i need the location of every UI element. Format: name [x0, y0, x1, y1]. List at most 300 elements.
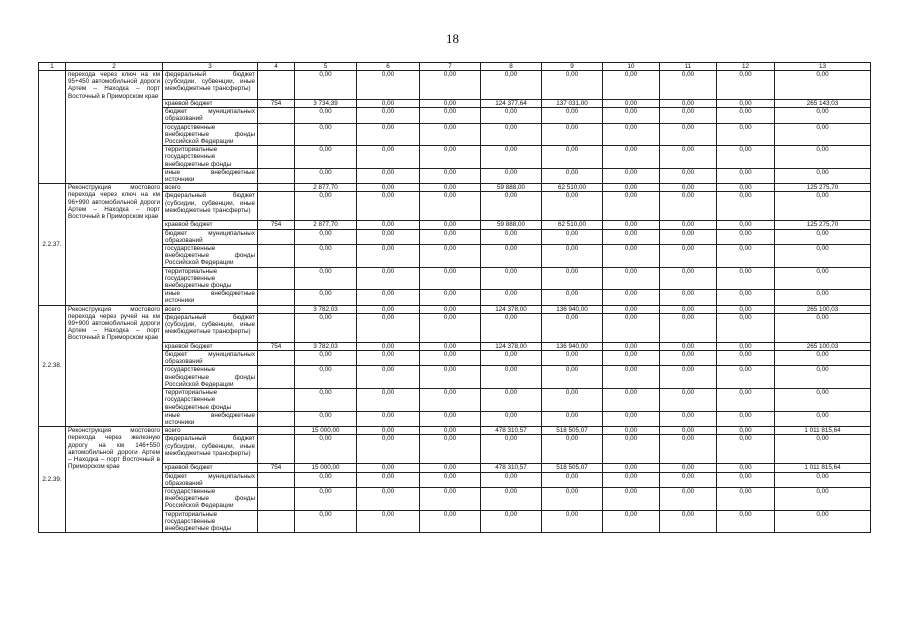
budget-code [258, 427, 295, 435]
table-row [39, 290, 871, 305]
budget-table [38, 62, 871, 533]
funding-source: всего [163, 305, 258, 313]
table-row [39, 366, 871, 389]
funding-source: краевой бюджет [163, 100, 258, 108]
value-col-9: 0,00 [542, 487, 603, 510]
value-col-5: 0,00 [295, 313, 357, 342]
table-row [39, 71, 871, 100]
funding-source: федеральный бюджет (субсидии, субвенции, иные межбюджетные трансферты) [163, 313, 258, 342]
budget-code [258, 123, 295, 146]
value-col-5: 0,00 [295, 108, 357, 123]
value-col-12: 0,00 [717, 510, 775, 533]
value-col-12: 0,00 [717, 487, 775, 510]
value-col-11: 0,00 [660, 245, 717, 268]
value-col-9: 62 510,00 [542, 221, 603, 229]
column-number-9: 9 [542, 63, 603, 71]
value-col-11: 0,00 [660, 108, 717, 123]
value-col-8: 0,00 [481, 245, 542, 268]
value-col-8: 0,00 [481, 472, 542, 487]
value-col-6: 0,00 [357, 510, 420, 533]
value-col-8: 478 310,57 [481, 427, 542, 435]
budget-code: 754 [258, 100, 295, 108]
value-col-12: 0,00 [717, 472, 775, 487]
value-col-10: 0,00 [603, 267, 660, 290]
value-col-11: 0,00 [660, 290, 717, 305]
page-number: 18 [446, 31, 459, 46]
item-name: Реконструкция мостового перехода через железную дорогу на км 146+550 автомобильной дороги Артем – Находка – порт Восточный в Приморском крае [66, 427, 163, 533]
value-col-9: 0,00 [542, 71, 603, 100]
value-col-9: 0,00 [542, 389, 603, 412]
value-col-9: 0,00 [542, 313, 603, 342]
value-col-8: 59 888,00 [481, 184, 542, 192]
funding-source: иные внебюджетные источники [163, 290, 258, 305]
value-col-7: 0,00 [420, 487, 481, 510]
value-col-6: 0,00 [357, 389, 420, 412]
value-col-12: 0,00 [717, 411, 775, 426]
value-col-12: 0,00 [717, 389, 775, 412]
table-row [39, 221, 871, 229]
funding-source: государственные внебюджетные фонды Российской Федерации [163, 366, 258, 389]
value-col-6: 0,00 [357, 411, 420, 426]
value-col-9: 0,00 [542, 108, 603, 123]
table-row [39, 435, 871, 464]
value-col-12: 0,00 [717, 351, 775, 366]
item-code [39, 71, 66, 184]
value-col-9: 0,00 [542, 229, 603, 244]
funding-source: иные внебюджетные источники [163, 411, 258, 426]
value-col-9: 136 940,00 [542, 342, 603, 350]
value-col-9: 0,00 [542, 366, 603, 389]
value-col-13: 0,00 [775, 351, 871, 366]
item-name: Реконструкция мостового перехода через ключ на км 96+990 автомобильной дороги Артем – Находка – порт Восточный в Приморском крае [66, 184, 163, 305]
value-col-9: 518 505,07 [542, 427, 603, 435]
value-col-6: 0,00 [357, 305, 420, 313]
budget-code [258, 108, 295, 123]
value-col-9: 62 510,00 [542, 184, 603, 192]
funding-source: всего [163, 427, 258, 435]
value-col-7: 0,00 [420, 313, 481, 342]
value-col-7: 0,00 [420, 342, 481, 350]
funding-source: государственные внебюджетные фонды Российской Федерации [163, 487, 258, 510]
value-col-11: 0,00 [660, 168, 717, 183]
funding-source: краевой бюджет [163, 221, 258, 229]
column-number-13: 13 [775, 63, 871, 71]
table-row [39, 100, 871, 108]
value-col-5: 15 000,00 [295, 427, 357, 435]
value-col-8: 0,00 [481, 510, 542, 533]
value-col-6: 0,00 [357, 351, 420, 366]
value-col-11: 0,00 [660, 342, 717, 350]
value-col-10: 0,00 [603, 411, 660, 426]
value-col-13: 0,00 [775, 313, 871, 342]
value-col-12: 0,00 [717, 71, 775, 100]
value-col-13: 125 275,70 [775, 221, 871, 229]
value-col-11: 0,00 [660, 313, 717, 342]
value-col-9: 0,00 [542, 192, 603, 221]
value-col-11: 0,00 [660, 464, 717, 472]
table-row [39, 351, 871, 366]
value-col-7: 0,00 [420, 435, 481, 464]
column-number-5: 5 [295, 63, 357, 71]
item-code: 2.2.38. [39, 305, 66, 426]
value-col-5: 2 877,70 [295, 221, 357, 229]
table-row [39, 342, 871, 350]
value-col-10: 0,00 [603, 229, 660, 244]
column-number-8: 8 [481, 63, 542, 71]
value-col-7: 0,00 [420, 267, 481, 290]
value-col-9: 137 031,00 [542, 100, 603, 108]
table-row [39, 510, 871, 533]
value-col-6: 0,00 [357, 229, 420, 244]
value-col-11: 0,00 [660, 71, 717, 100]
value-col-5: 0,00 [295, 123, 357, 146]
value-col-10: 0,00 [603, 472, 660, 487]
value-col-9: 0,00 [542, 472, 603, 487]
value-col-6: 0,00 [357, 487, 420, 510]
value-col-13: 0,00 [775, 71, 871, 100]
value-col-10: 0,00 [603, 192, 660, 221]
funding-source: всего [163, 184, 258, 192]
item-name: перехода через ключ на км 95+450 автомобильной дороги Артем – Находка – порт Восточный в Приморском крае [66, 71, 163, 184]
table-row [39, 146, 871, 169]
value-col-13: 0,00 [775, 411, 871, 426]
value-col-10: 0,00 [603, 71, 660, 100]
funding-source: бюджет муниципальных образований [163, 472, 258, 487]
value-col-10: 0,00 [603, 313, 660, 342]
value-col-10: 0,00 [603, 366, 660, 389]
value-col-12: 0,00 [717, 342, 775, 350]
budget-code [258, 351, 295, 366]
funding-source: территориальные государственные внебюджетные фонды [163, 146, 258, 169]
budget-code [258, 267, 295, 290]
value-col-7: 0,00 [420, 245, 481, 268]
value-col-13: 0,00 [775, 123, 871, 146]
value-col-12: 0,00 [717, 123, 775, 146]
value-col-7: 0,00 [420, 221, 481, 229]
table-row [39, 184, 871, 192]
value-col-5: 0,00 [295, 192, 357, 221]
value-col-5: 0,00 [295, 290, 357, 305]
budget-code: 754 [258, 464, 295, 472]
value-col-11: 0,00 [660, 267, 717, 290]
value-col-8: 0,00 [481, 313, 542, 342]
value-col-12: 0,00 [717, 168, 775, 183]
value-col-10: 0,00 [603, 123, 660, 146]
funding-source: государственные внебюджетные фонды Российской Федерации [163, 123, 258, 146]
value-col-9: 0,00 [542, 351, 603, 366]
value-col-13: 0,00 [775, 389, 871, 412]
value-col-9: 0,00 [542, 245, 603, 268]
value-col-7: 0,00 [420, 123, 481, 146]
value-col-10: 0,00 [603, 108, 660, 123]
value-col-7: 0,00 [420, 351, 481, 366]
budget-code [258, 229, 295, 244]
value-col-6: 0,00 [357, 108, 420, 123]
value-col-12: 0,00 [717, 184, 775, 192]
funding-source: федеральный бюджет (субсидии, субвенции, иные межбюджетные трансферты) [163, 71, 258, 100]
value-col-13: 0,00 [775, 290, 871, 305]
value-col-11: 0,00 [660, 427, 717, 435]
funding-source: территориальные государственные внебюджетные фонды [163, 267, 258, 290]
budget-code [258, 510, 295, 533]
value-col-8: 124 378,00 [481, 305, 542, 313]
value-col-8: 124 377,64 [481, 100, 542, 108]
value-col-8: 0,00 [481, 146, 542, 169]
column-number-10: 10 [603, 63, 660, 71]
value-col-5: 3 782,03 [295, 342, 357, 350]
value-col-12: 0,00 [717, 192, 775, 221]
value-col-12: 0,00 [717, 229, 775, 244]
value-col-7: 0,00 [420, 366, 481, 389]
column-number-4: 4 [258, 63, 295, 71]
value-col-8: 59 888,00 [481, 221, 542, 229]
value-col-5: 0,00 [295, 435, 357, 464]
value-col-10: 0,00 [603, 221, 660, 229]
table-row [39, 267, 871, 290]
value-col-7: 0,00 [420, 290, 481, 305]
funding-source: территориальные государственные внебюджетные фонды [163, 389, 258, 412]
value-col-8: 0,00 [481, 229, 542, 244]
value-col-13: 265 100,03 [775, 342, 871, 350]
value-col-8: 0,00 [481, 435, 542, 464]
value-col-13: 1 011 815,64 [775, 464, 871, 472]
item-code: 2.2.39. [39, 427, 66, 533]
value-col-6: 0,00 [357, 192, 420, 221]
value-col-5: 0,00 [295, 229, 357, 244]
value-col-8: 0,00 [481, 351, 542, 366]
value-col-5: 3 734,39 [295, 100, 357, 108]
value-col-9: 0,00 [542, 290, 603, 305]
value-col-11: 0,00 [660, 411, 717, 426]
value-col-5: 0,00 [295, 267, 357, 290]
value-col-6: 0,00 [357, 464, 420, 472]
value-col-8: 0,00 [481, 411, 542, 426]
value-col-13: 0,00 [775, 435, 871, 464]
value-col-10: 0,00 [603, 427, 660, 435]
value-col-8: 0,00 [481, 366, 542, 389]
value-col-12: 0,00 [717, 100, 775, 108]
item-code: 2.2.37. [39, 184, 66, 305]
table-row [39, 411, 871, 426]
budget-code: 754 [258, 342, 295, 350]
value-col-13: 0,00 [775, 267, 871, 290]
value-col-12: 0,00 [717, 313, 775, 342]
value-col-13: 125 275,70 [775, 184, 871, 192]
value-col-6: 0,00 [357, 366, 420, 389]
value-col-9: 0,00 [542, 267, 603, 290]
value-col-12: 0,00 [717, 290, 775, 305]
value-col-11: 0,00 [660, 146, 717, 169]
funding-source: федеральный бюджет (субсидии, субвенции, иные межбюджетные трансферты) [163, 192, 258, 221]
budget-code [258, 146, 295, 169]
value-col-7: 0,00 [420, 229, 481, 244]
value-col-12: 0,00 [717, 245, 775, 268]
value-col-10: 0,00 [603, 487, 660, 510]
value-col-6: 0,00 [357, 472, 420, 487]
table-row [39, 472, 871, 487]
value-col-8: 124 378,00 [481, 342, 542, 350]
funding-source: иные внебюджетные источники [163, 168, 258, 183]
value-col-8: 0,00 [481, 71, 542, 100]
value-col-12: 0,00 [717, 267, 775, 290]
value-col-10: 0,00 [603, 464, 660, 472]
value-col-11: 0,00 [660, 192, 717, 221]
value-col-6: 0,00 [357, 435, 420, 464]
value-col-10: 0,00 [603, 510, 660, 533]
value-col-7: 0,00 [420, 184, 481, 192]
value-col-11: 0,00 [660, 229, 717, 244]
value-col-8: 0,00 [481, 168, 542, 183]
column-number-7: 7 [420, 63, 481, 71]
table-row [39, 245, 871, 268]
budget-code [258, 192, 295, 221]
value-col-10: 0,00 [603, 435, 660, 464]
column-number-3: 3 [163, 63, 258, 71]
budget-code [258, 389, 295, 412]
value-col-6: 0,00 [357, 184, 420, 192]
value-col-7: 0,00 [420, 305, 481, 313]
table-row [39, 229, 871, 244]
table-row [39, 108, 871, 123]
value-col-6: 0,00 [357, 71, 420, 100]
value-col-12: 0,00 [717, 108, 775, 123]
value-col-11: 0,00 [660, 100, 717, 108]
table-row [39, 305, 871, 313]
value-col-8: 0,00 [481, 123, 542, 146]
value-col-6: 0,00 [357, 342, 420, 350]
value-col-7: 0,00 [420, 389, 481, 412]
budget-code: 754 [258, 221, 295, 229]
value-col-9: 0,00 [542, 168, 603, 183]
value-col-13: 0,00 [775, 487, 871, 510]
value-col-11: 0,00 [660, 435, 717, 464]
item-name: Реконструкция мостового перехода через ручей на км 99+900 автомобильной дороги Артем – Находка – порт Восточный в Приморском крае [66, 305, 163, 426]
value-col-6: 0,00 [357, 267, 420, 290]
value-col-8: 0,00 [481, 192, 542, 221]
budget-code [258, 411, 295, 426]
funding-source: территориальные государственные внебюджетные фонды [163, 510, 258, 533]
value-col-5: 0,00 [295, 71, 357, 100]
value-col-8: 0,00 [481, 267, 542, 290]
value-col-5: 0,00 [295, 411, 357, 426]
budget-code [258, 168, 295, 183]
value-col-10: 0,00 [603, 168, 660, 183]
value-col-7: 0,00 [420, 146, 481, 169]
value-col-7: 0,00 [420, 472, 481, 487]
value-col-13: 0,00 [775, 146, 871, 169]
value-col-7: 0,00 [420, 100, 481, 108]
value-col-11: 0,00 [660, 184, 717, 192]
value-col-6: 0,00 [357, 100, 420, 108]
value-col-7: 0,00 [420, 168, 481, 183]
value-col-10: 0,00 [603, 389, 660, 412]
column-number-6: 6 [357, 63, 420, 71]
value-col-13: 0,00 [775, 168, 871, 183]
budget-code [258, 366, 295, 389]
value-col-12: 0,00 [717, 146, 775, 169]
value-col-10: 0,00 [603, 342, 660, 350]
column-number-1: 1 [39, 63, 66, 71]
value-col-9: 136 940,00 [542, 305, 603, 313]
value-col-6: 0,00 [357, 313, 420, 342]
value-col-13: 0,00 [775, 366, 871, 389]
value-col-5: 0,00 [295, 366, 357, 389]
value-col-5: 0,00 [295, 146, 357, 169]
value-col-10: 0,00 [603, 184, 660, 192]
value-col-10: 0,00 [603, 290, 660, 305]
value-col-9: 518 505,07 [542, 464, 603, 472]
table-row [39, 389, 871, 412]
budget-code [258, 472, 295, 487]
value-col-5: 0,00 [295, 245, 357, 268]
budget-code [258, 487, 295, 510]
value-col-13: 265 143,03 [775, 100, 871, 108]
value-col-12: 0,00 [717, 366, 775, 389]
header-row [39, 63, 871, 71]
value-col-5: 0,00 [295, 389, 357, 412]
value-col-13: 0,00 [775, 245, 871, 268]
value-col-11: 0,00 [660, 123, 717, 146]
value-col-7: 0,00 [420, 108, 481, 123]
funding-source: бюджет муниципальных образований [163, 351, 258, 366]
value-col-8: 0,00 [481, 487, 542, 510]
value-col-10: 0,00 [603, 146, 660, 169]
value-col-11: 0,00 [660, 510, 717, 533]
value-col-9: 0,00 [542, 146, 603, 169]
value-col-9: 0,00 [542, 510, 603, 533]
value-col-10: 0,00 [603, 351, 660, 366]
value-col-7: 0,00 [420, 464, 481, 472]
column-number-2: 2 [66, 63, 163, 71]
value-col-7: 0,00 [420, 510, 481, 533]
budget-code [258, 245, 295, 268]
value-col-6: 0,00 [357, 245, 420, 268]
value-col-8: 0,00 [481, 389, 542, 412]
column-number-12: 12 [717, 63, 775, 71]
value-col-13: 0,00 [775, 510, 871, 533]
funding-source: государственные внебюджетные фонды Российской Федерации [163, 245, 258, 268]
value-col-12: 0,00 [717, 221, 775, 229]
value-col-6: 0,00 [357, 427, 420, 435]
budget-code [258, 313, 295, 342]
table-row [39, 427, 871, 435]
funding-source: бюджет муниципальных образований [163, 108, 258, 123]
value-col-13: 0,00 [775, 472, 871, 487]
budget-code [258, 71, 295, 100]
funding-source: бюджет муниципальных образований [163, 229, 258, 244]
value-col-13: 0,00 [775, 229, 871, 244]
value-col-11: 0,00 [660, 472, 717, 487]
value-col-5: 0,00 [295, 510, 357, 533]
value-col-12: 0,00 [717, 427, 775, 435]
funding-source: федеральный бюджет (субсидии, субвенции, иные межбюджетные трансферты) [163, 435, 258, 464]
value-col-11: 0,00 [660, 366, 717, 389]
value-col-10: 0,00 [603, 245, 660, 268]
value-col-6: 0,00 [357, 290, 420, 305]
funding-source: краевой бюджет [163, 464, 258, 472]
value-col-5: 0,00 [295, 472, 357, 487]
value-col-6: 0,00 [357, 146, 420, 169]
value-col-7: 0,00 [420, 71, 481, 100]
value-col-7: 0,00 [420, 427, 481, 435]
value-col-11: 0,00 [660, 389, 717, 412]
table-row [39, 123, 871, 146]
value-col-5: 2 877,70 [295, 184, 357, 192]
table-row [39, 168, 871, 183]
value-col-5: 0,00 [295, 487, 357, 510]
value-col-5: 3 782,03 [295, 305, 357, 313]
table-row [39, 464, 871, 472]
